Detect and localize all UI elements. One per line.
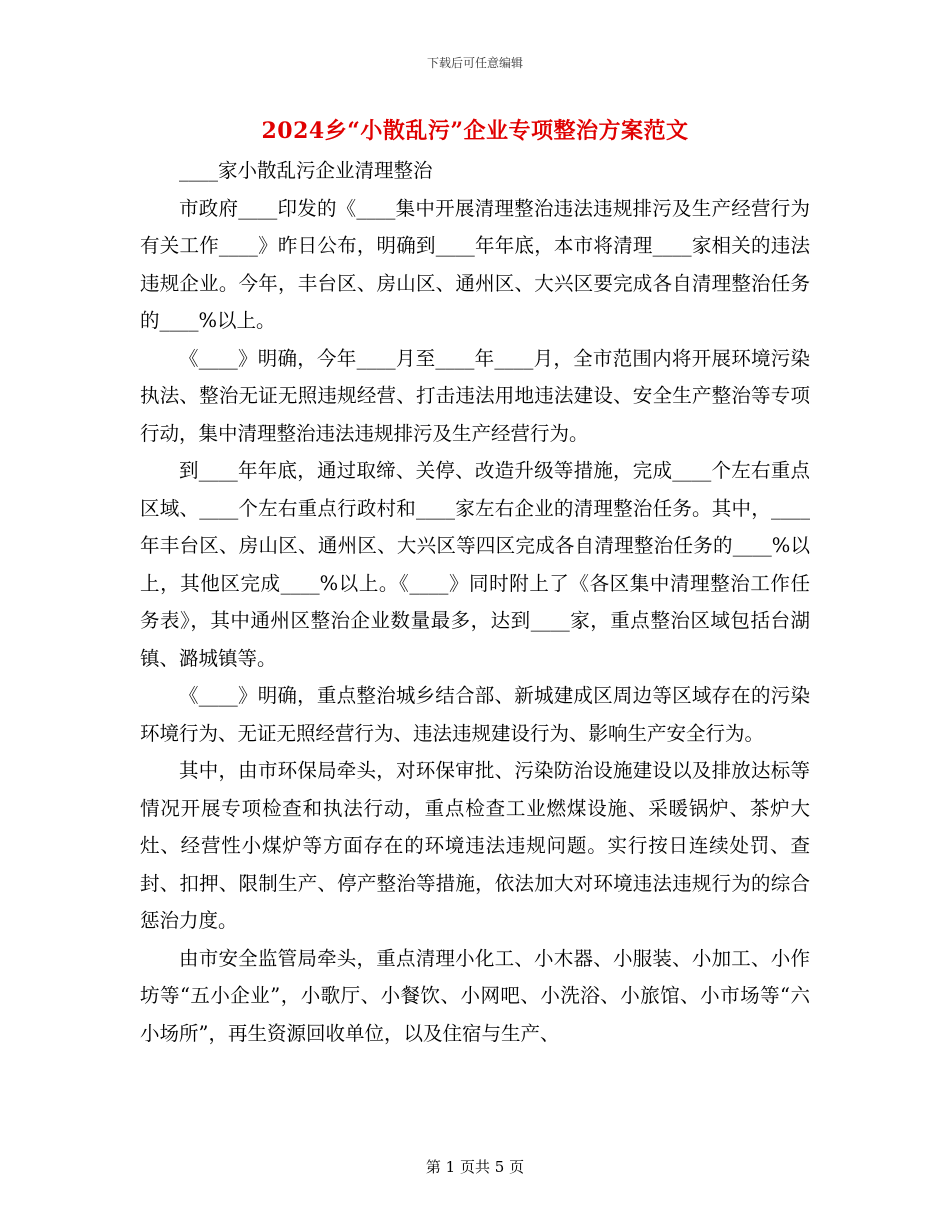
- paragraph-6: 其中，由市环保局牵头，对环保审批、污染防治设施建设以及排放达标等情况开展专项检查和执法行动，重点检查工业燃煤设施、采暖锅炉、茶炉大灶、经营性小煤炉等方面存在的环境违法违规问题。实行按日连续处罚、查封、扣押、限制生产、停产整治等措施，依法加大对环境违法违规行为的综合惩治力度。: [140, 759, 810, 932]
- document-title: 2024乡“小散乱污”企业专项整治方案范文: [261, 118, 689, 144]
- document-body: [140, 152, 810, 1052]
- page-footer: 第 1 页共 5 页: [425, 1158, 525, 1176]
- paragraph-2: 市政府____印发的《____集中开展清理整治违法违规排污及生产经营行为有关工作____》昨日公布，明确到____年年底，本市将清理____家相关的违法违规企业。今年，丰台区、房山区、通州区、大兴区要完成各自清理整治任务的____%以上。: [140, 196, 810, 332]
- paragraph-3: 《____》明确，今年____月至____年____月，全市范围内将开展环境污染执法、整治无证无照违规经营、打击违法用地违法建设、安全生产整治等专项行动，集中清理整治违法违规排污及生产经营行为。: [140, 346, 810, 445]
- paragraph-5: 《____》明确，重点整治城乡结合部、新城建成区周边等区域存在的污染环境行为、无证无照经营行为、违法违规建设行为、影响生产安全行为。: [140, 684, 810, 745]
- paragraph-4: 到____年年底，通过取缔、关停、改造升级等措施，完成____个左右重点区域、____个左右重点行政村和____家左右企业的清理整治任务。其中，____年丰台区、房山区、通州区、大兴区等四区完成各自清理整治任务的____%以上，其他区完成____%以上。《____》同时附上了《各区集中清理整治工作任务表》，其中通州区整治企业数量最多，达到____家，重点整治区域包括台湖镇、潞城镇等。: [140, 459, 810, 670]
- paragraph-7: 由市安全监管局牵头，重点清理小化工、小木器、小服装、小加工、小作坊等“五小企业”，小歌厅、小餐饮、小网吧、小洗浴、小旅馆、小市场等“六小场所”，再生资源回收单位，以及住宿与生产、: [140, 946, 810, 1045]
- paragraph-1: ____家小散乱污企业清理整治: [179, 159, 433, 182]
- page-header: 下载后可任意编辑: [426, 56, 523, 70]
